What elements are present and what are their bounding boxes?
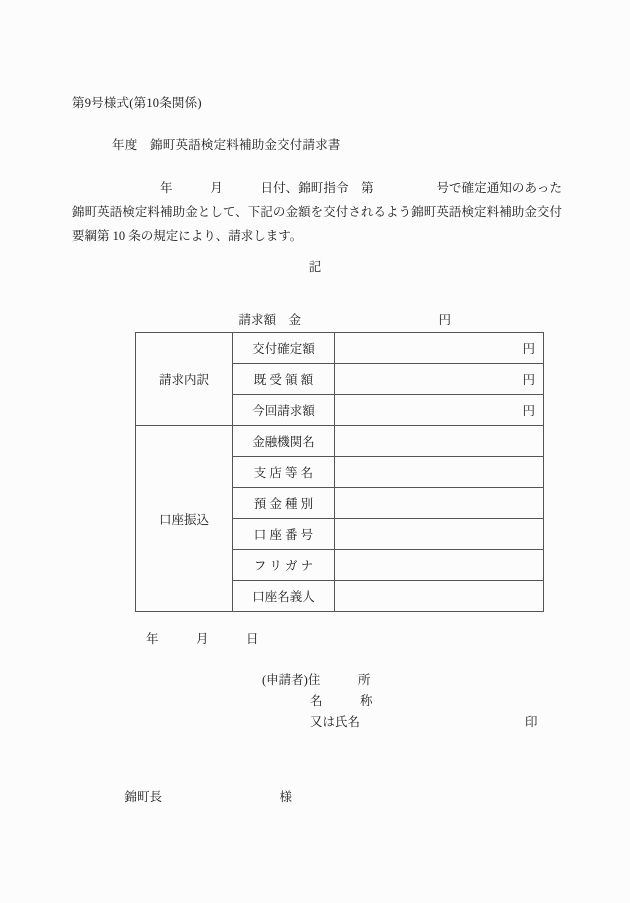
applicant-alt-name-label: 又は氏名 bbox=[310, 715, 361, 729]
row-value[interactable] bbox=[335, 550, 544, 581]
group-label-bank-transfer: 口座振込 bbox=[136, 426, 233, 612]
applicant-address-row bbox=[262, 670, 373, 691]
form-number: 第9号様式(第10条関係) bbox=[72, 96, 202, 110]
row-value[interactable] bbox=[335, 519, 544, 550]
applicant-block bbox=[262, 670, 373, 733]
row-value[interactable] bbox=[335, 426, 544, 457]
row-value[interactable] bbox=[335, 581, 544, 612]
applicant-name-row bbox=[262, 691, 373, 712]
row-value[interactable] bbox=[335, 488, 544, 519]
ki-marker: 記 bbox=[308, 260, 322, 274]
applicant-alt-name-row bbox=[262, 712, 373, 733]
date-line: 年 月 日 bbox=[146, 632, 259, 646]
claim-details-table bbox=[135, 332, 544, 612]
row-label: 口座名義人 bbox=[233, 581, 335, 612]
row-value[interactable]: 円 bbox=[335, 333, 544, 364]
claim-amount-label: 請求額 金 bbox=[238, 313, 302, 327]
row-label: 口 座 番 号 bbox=[233, 519, 335, 550]
addressee-recipient: 錦町長 bbox=[124, 790, 163, 804]
row-value[interactable] bbox=[335, 457, 544, 488]
row-label: 支 店 等 名 bbox=[233, 457, 335, 488]
row-value[interactable]: 円 bbox=[335, 364, 544, 395]
row-label: 金融機関名 bbox=[233, 426, 335, 457]
group-label-breakdown: 請求内訳 bbox=[136, 333, 233, 426]
table-body bbox=[136, 333, 544, 612]
row-value[interactable]: 円 bbox=[335, 395, 544, 426]
page-title: 年度 錦町英語検定料補助金交付請求書 bbox=[112, 138, 341, 152]
seal-mark: 印 bbox=[525, 715, 538, 729]
applicant-prefix: (申請者) bbox=[262, 673, 308, 687]
addressee-honorific: 様 bbox=[279, 790, 293, 804]
table-row bbox=[136, 333, 544, 364]
body-paragraph: 年 月 日付、錦町指令 第 号で確定通知のあった錦町英語検定料補助金として、下記の金額を交付されるよう錦町英語検定料補助金交付要綱第 10 条の規定により、請求します。 bbox=[72, 181, 562, 243]
applicant-address-label: 住 所 bbox=[307, 673, 371, 687]
applicant-name-label: 名 称 bbox=[310, 694, 373, 708]
table-row bbox=[136, 426, 544, 457]
row-label: 交付確定額 bbox=[233, 333, 335, 364]
row-label: 今回請求額 bbox=[233, 395, 335, 426]
claim-amount-unit: 円 bbox=[438, 313, 452, 327]
row-label: 既 受 領 額 bbox=[233, 364, 335, 395]
addressee-line bbox=[112, 772, 292, 820]
row-label: 預 金 種 別 bbox=[233, 488, 335, 519]
row-label: フ リ ガ ナ bbox=[233, 550, 335, 581]
